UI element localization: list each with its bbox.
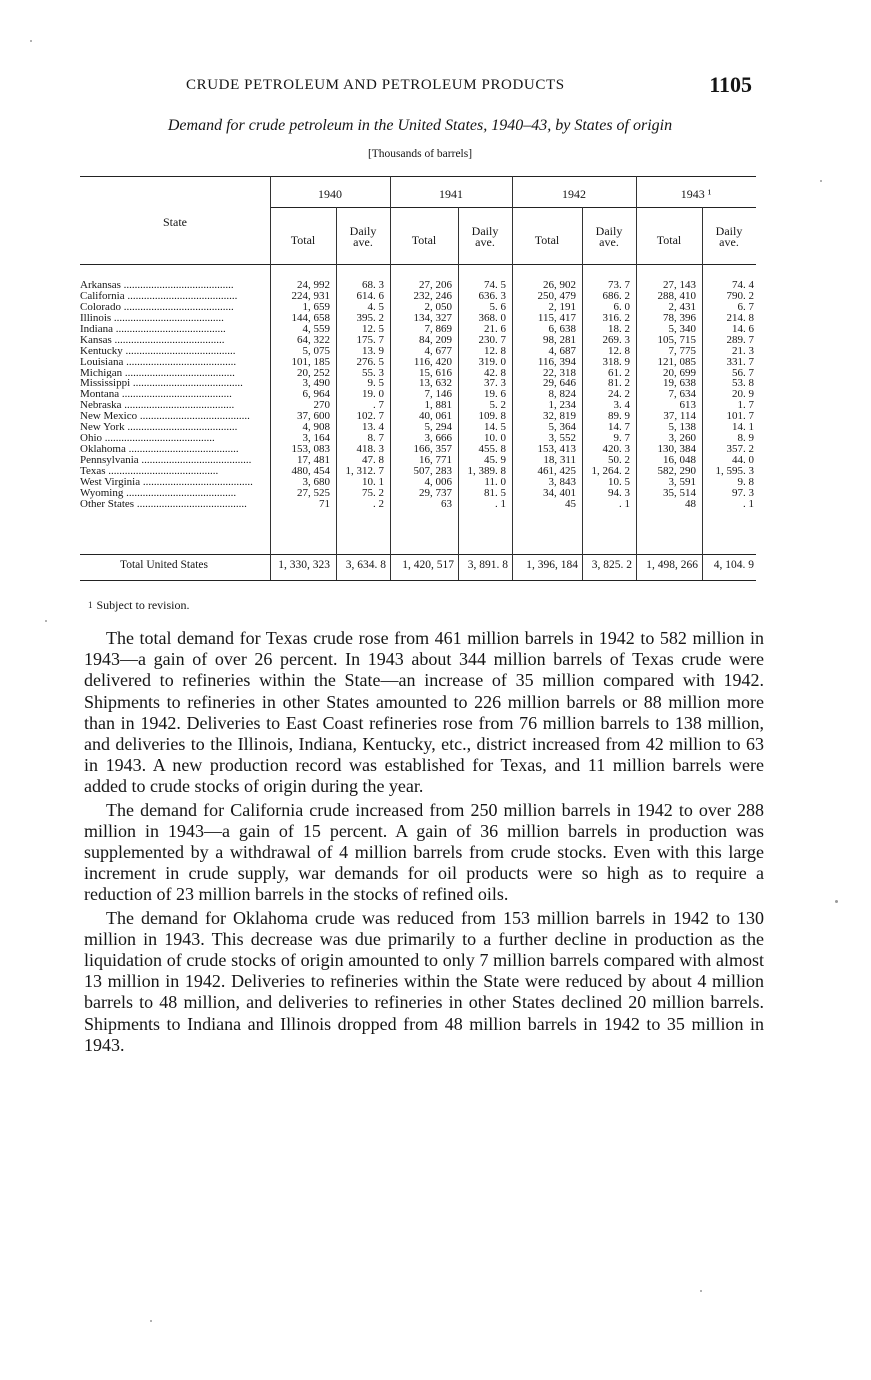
table-cell: 613 [679,399,696,412]
table-cell: 56. 7 [732,366,754,379]
daily-label-line1: Daily [471,224,499,238]
state-row-label: Mississippi ........................................ [80,378,243,390]
table-cell: 21. 6 [484,322,506,335]
table-cell: 1, 234 [548,399,576,412]
table-cell: 250, 479 [537,289,576,302]
table-cell: 214. 8 [726,311,754,324]
state-row-label: Indiana ........................................ [80,323,226,335]
table-cell: 3, 843 [548,475,576,488]
table-cell: 395. 2 [356,311,384,324]
table-cell: 44. 0 [732,454,754,466]
table-cell: 97. 3 [732,486,754,499]
table-cell: 418. 3 [356,443,384,456]
table-top-rule [80,176,756,177]
table-cell: 7, 146 [424,388,452,401]
table-cell: 686. 2 [602,289,630,302]
state-row-label: Michigan ........................................ [80,367,235,379]
daily-1941-column [458,280,506,510]
table-cell: 368. 0 [478,311,506,324]
state-row-label: Colorado ........................................ [80,301,234,313]
table-cell: 21. 3 [732,344,754,357]
table-cell: 101, 185 [291,355,330,368]
table-cell: 480, 454 [291,464,330,477]
scan-speck [835,900,838,903]
table-cell: 71 [319,497,330,510]
table-cell: 224, 931 [291,289,330,302]
table-cell: 1, 264. 2 [591,464,630,477]
total-row-value: 1, 420, 517 [402,559,454,571]
state-row-label: Pennsylvania ........................................ [80,455,252,466]
total-row-value: 1, 498, 266 [646,559,698,571]
table-cell: 14. 5 [484,421,506,434]
daily-label-line2: ave. [353,235,373,249]
scan-speck [45,620,47,622]
table-cell: 232, 246 [413,289,452,302]
state-row-label: California ........................................ [80,290,238,302]
table-cell: 98, 281 [543,333,576,346]
total-row-label: Total United States [120,559,208,571]
table-cell: 37. 3 [484,377,506,390]
daily-1942-column [582,280,630,510]
state-row-label: Ohio ........................................ [80,433,215,445]
total-col-header: Total [290,233,316,247]
table-cell: 3, 666 [424,432,452,445]
running-head-title: CRUDE PETROLEUM AND PETROLEUM PRODUCTS [186,77,565,93]
table-cell: 15, 616 [419,366,452,379]
table-cell: 2, 191 [548,300,576,313]
state-row-label: New Mexico ........................................ [80,411,250,423]
table-cell: 102. 7 [356,410,384,423]
daily-col-header [582,226,636,248]
table-cell: 116, 420 [413,355,452,368]
table-cell: 109. 8 [478,410,506,423]
table-cell: 4, 559 [302,322,330,335]
table-cell: 5, 294 [424,421,452,434]
table-cell: 1, 881 [424,399,452,412]
daily-label-line1: Daily [349,224,377,238]
daily-label-line1: Daily [715,224,743,238]
table-cell: 27, 525 [297,486,330,499]
daily-label-line2: ave. [599,235,619,249]
table-cell: 134, 327 [413,311,452,324]
paragraph-oklahoma: The demand for Oklahoma crude was reduced from 153 million barrels in 1942 to 130 million in 1943. This decrease was due primarily to a further decline in production as the liquidation of crude stocks of origin amounted to only 7 million barrels compared with almost 13 million in 1942. Deliveries to refineries within the State were reduced by about 4 million barrels to 48 million, and deliveries to refineries in other States declined 20 million barrels. Shipments to Indiana and Illinois dropped from 48 million barrels in 1942 to 35 million in 1943. [84,907,764,1055]
table-cell: 4, 006 [424,475,452,488]
table-cell: 1, 659 [302,300,330,313]
table-cell: 5, 138 [668,421,696,434]
state-row-label: Nebraska ........................................ [80,400,235,412]
table-cell: 45. 9 [484,454,506,466]
table-cell: 12. 8 [608,344,630,357]
scan-speck [150,1320,152,1322]
table-title: Demand for crude petroleum in the United States, 1940–43, by States of origin [167,117,673,134]
table-cell: 790. 2 [726,289,754,302]
table-cell: 455. 8 [478,443,506,456]
total-row-value: 3, 825. 2 [591,559,632,571]
table-cell: 9. 5 [367,377,384,390]
table-cell: 3, 260 [668,432,696,445]
table-cell: 4, 687 [548,344,576,357]
daily-col-header [336,226,390,248]
table-cell: . 1 [619,497,630,510]
scan-speck [820,180,822,182]
paragraph-california: The demand for California crude increased from 250 million barrels in 1942 to over 288 million in 1943—a gain of 15 percent. A gain of 36 million barrels in production was supplemented by a withdrawal of 4 million barrels from crude stocks. Even with this large increment in crude supply, war demands for oil products were so high as to require a reduction of 23 million barrels in the stocks of refined oils. [84,799,764,905]
table-cell: . 1 [495,497,506,510]
table-cell: 153, 083 [291,443,330,456]
table-cell: 63 [441,497,452,510]
daily-label-line2: ave. [719,235,739,249]
table-cell: 14. 7 [608,421,630,434]
table-cell: 8. 9 [737,432,754,445]
table-cell: 37, 600 [297,410,330,423]
table-bottom-rule [80,580,756,581]
daily-label-line2: ave. [475,235,495,249]
table-cell: 5. 6 [489,300,506,313]
table-cell: 16, 771 [419,454,452,466]
table-cell: 331. 7 [726,355,754,368]
total-col-header: Total [411,233,437,247]
table-cell: 53. 8 [732,377,754,390]
table-cell: 3, 164 [302,432,330,445]
table-cell: 55. 3 [362,366,384,379]
table-cell: 582, 290 [657,464,696,477]
state-row-label: Illinois ........................................ [80,312,224,324]
state-row-label: Kansas ........................................ [80,334,225,346]
table-cell: 32, 819 [543,410,576,423]
table-cell: 3. 4 [613,399,630,412]
table-unit-note: [Thousands of barrels] [367,148,473,160]
table-cell: 318. 9 [602,355,630,368]
table-cell: 19, 638 [663,377,696,390]
table-cell: 636. 3 [478,289,506,302]
table-cell: 26, 902 [543,279,576,291]
table-cell: 175. 7 [356,333,384,346]
year-header-1941: 1941 [439,187,463,201]
table-cell: 9. 8 [737,475,754,488]
table-cell: 3, 680 [302,475,330,488]
paragraph-texas: The total demand for Texas crude rose from 461 million barrels in 1942 to 582 million in 1943—a gain of over 26 percent. In 1943 about 344 million barrels of Texas crude were delivered to refineries within the State—an increase of 35 million compared with 1942. Shipments to refineries in other States amounted to 226 million barrels or 88 million more than in 1942. Deliveries to East Coast refineries rose from 76 million barrels to 138 million, and deliveries to the Illinois, Indiana, Kentucky, etc., district increased from 42 million to 63 in 1943. A new production record was established for Texas, and 11 million barrels were added to crude stocks of origin during the year. [84,628,764,797]
table-cell: 2, 431 [668,300,696,313]
table-cell: 614. 6 [356,289,384,302]
table-cell: 84, 209 [419,333,452,346]
table-cell: 78, 396 [663,311,696,324]
table-cell: 6, 964 [302,388,330,401]
running-head [80,74,760,98]
table-cell: 18, 311 [543,454,576,466]
table-cell: 9. 7 [613,432,630,445]
total-row-value: 1, 396, 184 [526,559,578,571]
table-cell: 10. 5 [608,475,630,488]
table-cell: 74. 5 [484,279,506,291]
table-cell: 166, 357 [413,443,452,456]
state-row-label: Louisiana ........................................ [80,356,237,368]
daily-col-header [702,226,756,248]
table-total-rule [80,554,756,555]
total-row-value: 4, 104. 9 [713,559,754,571]
year-header-1940: 1940 [318,187,342,201]
table-cell: 230. 7 [478,333,506,346]
table-cell: 3, 591 [668,475,696,488]
table-cell: 1. 7 [737,399,754,412]
state-row-label: New York ........................................ [80,422,238,434]
demand-table [80,176,756,587]
table-cell: 13. 4 [362,421,384,434]
table-cell: 5, 340 [668,322,696,335]
table-cell: 89. 9 [608,410,630,423]
table-cell: 269. 3 [602,333,630,346]
table-cell: 48 [685,497,696,510]
table-cell: 18. 2 [608,322,630,335]
table-cell: 6. 0 [613,300,630,313]
state-row-label: Oklahoma ........................................ [80,444,239,455]
page-number: 1105 [709,72,752,97]
table-cell: 94. 3 [608,486,630,499]
table-cell: 3, 552 [548,432,576,445]
table-cell: 420. 3 [602,443,630,456]
table-cell: 5, 075 [302,344,330,357]
table-cell: 4, 908 [302,421,330,434]
daily-col-header [458,226,512,248]
scan-speck [700,1290,702,1292]
table-cell: 29, 737 [419,486,452,499]
total-1940-column [272,280,330,510]
table-cell: 461, 425 [537,464,576,477]
table-cell: 64, 322 [297,333,330,346]
table-cell: 5, 364 [548,421,576,434]
total-row-value: 1, 330, 323 [278,559,330,571]
table-cell: 12. 5 [362,322,384,335]
total-col-header: Total [656,233,682,247]
table-cell: 24. 2 [608,388,630,401]
table-cell: 13, 632 [419,377,452,390]
table-cell: 7, 775 [668,344,696,357]
table-cell: 5. 2 [489,399,506,412]
table-cell: 105, 715 [657,333,696,346]
daily-label-line1: Daily [595,224,623,238]
total-col-header: Total [534,233,560,247]
state-row-label: Kentucky ........................................ [80,345,236,357]
table-cell: 24, 992 [297,279,330,291]
table-cell: 3, 490 [302,377,330,390]
body-text [84,628,764,1058]
state-row-label: Wyoming ........................................ [80,487,237,499]
table-cell: 1, 312. 7 [345,464,384,477]
table-cell: 10. 1 [362,475,384,488]
total-row-value: 3, 891. 8 [467,559,508,571]
total-1943-column [636,280,696,510]
state-row-label: Arkansas ........................................ [80,280,234,291]
daily-1940-column [336,280,384,510]
table-cell: 27, 143 [663,279,696,291]
table-cell: 101. 7 [726,410,754,423]
table-cell: 35, 514 [663,486,696,499]
table-cell: 507, 283 [413,464,452,477]
table-cell: 14. 6 [732,322,754,335]
table-cell: 10. 0 [484,432,506,445]
table-cell: 12. 8 [484,344,506,357]
table-cell: 37, 114 [663,410,696,423]
table-cell: 45 [565,497,576,510]
table-cell: 8, 824 [548,388,576,401]
table-cell: 276. 5 [356,355,384,368]
table-cell: 7, 869 [424,322,452,335]
state-row-label: Montana ........................................ [80,389,232,401]
table-cell: 1, 595. 3 [715,464,754,477]
table-cell: 13. 9 [362,344,384,357]
table-cell: 7, 634 [668,388,696,401]
table-cell: 288, 410 [657,289,696,302]
table-cell: 116, 394 [537,355,576,368]
state-column [80,280,268,510]
table-cell: 27, 206 [419,279,452,291]
table-cell: 153, 413 [537,443,576,456]
table-cell: 20, 699 [663,366,696,379]
table-cell: . 7 [373,399,384,412]
table-cell: 29, 646 [543,377,576,390]
state-row-label: Texas ........................................ [80,465,219,477]
table-cell: 81. 5 [484,486,506,499]
table-cell: 1, 389. 8 [467,464,506,477]
table-cell: 357. 2 [726,443,754,456]
table-cell: 19. 0 [362,388,384,401]
table-cell: 11. 0 [484,475,506,488]
table-cell: 20, 252 [297,366,330,379]
table-cell: 121, 085 [657,355,696,368]
table-cell: . 2 [373,497,384,510]
table-cell: 22, 318 [543,366,576,379]
table-cell: 42. 8 [484,366,506,379]
table-cell: 81. 2 [608,377,630,390]
table-cell: 40, 061 [419,410,452,423]
year-header-1942: 1942 [562,187,586,201]
table-cell: 68. 3 [362,279,384,291]
daily-1943-column [702,280,754,510]
table-footnote [88,598,190,613]
total-1942-column [514,280,576,510]
scan-speck [30,40,32,42]
table-cell: 6. 7 [737,300,754,313]
table-cell: 50. 2 [608,454,630,466]
state-row-label: Other States ........................................ [80,498,247,510]
table-cell: 8. 7 [367,432,384,445]
table-cell: 130, 384 [657,443,696,456]
table-cell: 47. 8 [362,454,384,466]
table-cell: 316. 2 [602,311,630,324]
table-cell: 20. 9 [732,388,754,401]
table-cell: 270 [313,399,330,412]
footnote-mark: 1 [88,600,93,610]
table-cell: 4. 5 [367,300,384,313]
table-year-rule [270,207,756,208]
table-cell: 34, 401 [543,486,576,499]
total-row-value: 3, 634. 8 [345,559,386,571]
table-cell: 319. 0 [478,355,506,368]
table-cell: 144, 658 [291,311,330,324]
state-row-label: West Virginia ........................................ [80,476,253,488]
state-column-header: State [163,215,187,229]
total-1941-column [392,280,452,510]
year-header-1943: 1943 ¹ [680,187,712,201]
table-cell: 17, 481 [297,454,330,466]
table-cell: 6, 638 [548,322,576,335]
table-cell: 74. 4 [732,279,754,291]
table-cell: 16, 048 [663,454,696,466]
table-cell: . 1 [743,497,754,510]
table-cell: 14. 1 [732,421,754,434]
table-cell: 289. 7 [726,333,754,346]
table-cell: 61. 2 [608,366,630,379]
table-cell: 4, 677 [424,344,452,357]
table-cell: 19. 6 [484,388,506,401]
table-header-bottom-rule [80,264,756,265]
footnote-text: Subject to revision. [96,598,190,612]
table-cell: 73. 7 [608,279,630,291]
table-cell: 75. 2 [362,486,384,499]
table-cell: 115, 417 [537,311,576,324]
table-cell: 2, 050 [424,300,452,313]
